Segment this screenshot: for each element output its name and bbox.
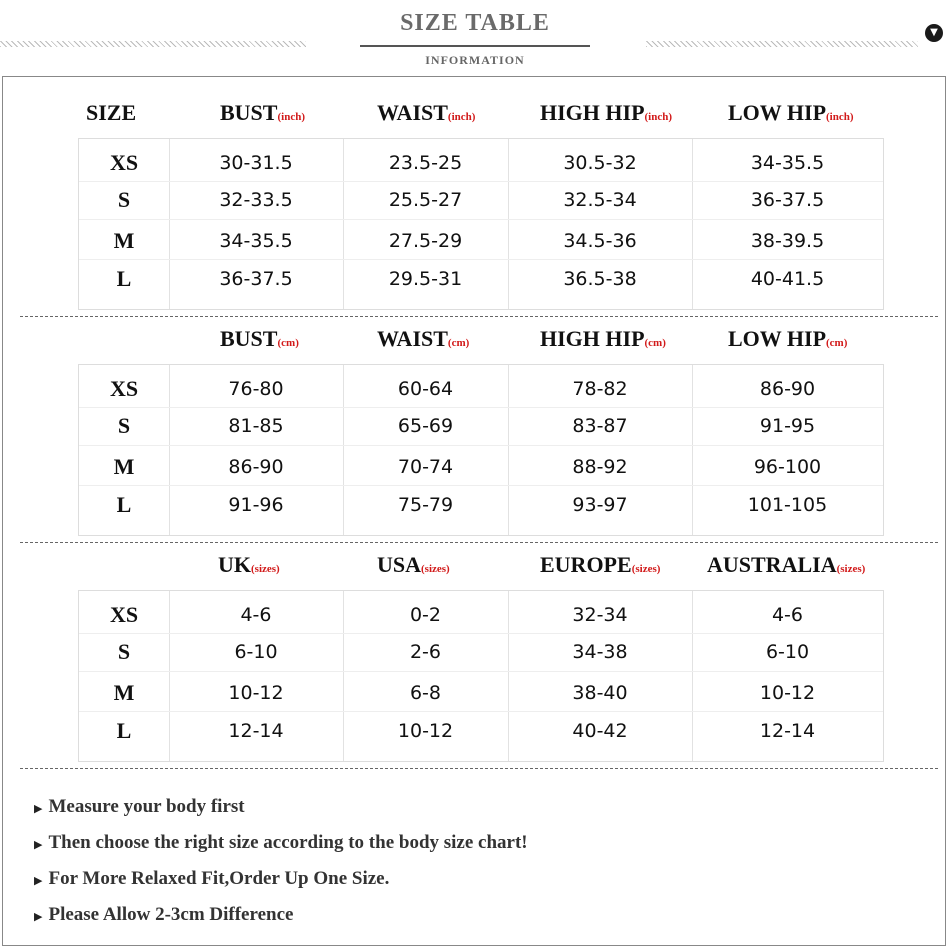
- intl-grid: [78, 590, 884, 762]
- title-underline: [360, 45, 590, 47]
- list-item: ▶ Measure your body first: [34, 796, 245, 817]
- table-row: M 86-90 70-74 88-92 96-100: [113, 454, 822, 479]
- list-item: ▶ For More Relaxed Fit,Order Up One Size.: [34, 868, 390, 889]
- section-divider: [20, 768, 938, 769]
- table-row: S 81-85 65-69 83-87 91-95: [117, 413, 816, 438]
- inch-grid: [78, 138, 884, 310]
- table-row: M 34-35.5 27.5-29 34.5-36 38-39.5: [113, 228, 825, 253]
- header-zigzag-right: [646, 41, 918, 47]
- header: [0, 0, 950, 76]
- column-header: LOW HIP(cm): [728, 326, 848, 351]
- column-header: WAIST(cm): [377, 326, 470, 351]
- triangle-bullet-icon: ▶: [34, 910, 43, 923]
- column-header: WAIST(inch): [377, 100, 476, 125]
- section-divider: [20, 542, 938, 543]
- triangle-bullet-icon: ▶: [34, 874, 43, 887]
- table-row: L 36-37.5 29.5-31 36.5-38 40-41.5: [116, 266, 825, 291]
- column-header: HIGH HIP(inch): [540, 100, 673, 125]
- triangle-bullet-icon: ▶: [34, 838, 43, 851]
- section-divider: [20, 316, 938, 317]
- list-item: ▶ Then choose the right size according to the body size chart!: [34, 832, 528, 853]
- list-item: ▶ Please Allow 2-3cm Difference: [34, 904, 294, 925]
- cm-grid: [78, 364, 884, 536]
- table-row: S 6-10 2-6 34-38 6-10: [117, 639, 810, 664]
- column-header: UK(sizes): [218, 552, 280, 577]
- table-row: L 91-96 75-79 93-97 101-105: [116, 492, 828, 517]
- column-header: LOW HIP(inch): [728, 100, 854, 125]
- column-header: USA(sizes): [377, 552, 450, 577]
- triangle-bullet-icon: ▶: [34, 802, 43, 815]
- size-column-header: SIZE: [86, 100, 137, 125]
- table-row: S 32-33.5 25.5-27 32.5-34 36-37.5: [117, 187, 825, 212]
- column-header: BUST(inch): [220, 100, 305, 125]
- table-row: L 12-14 10-12 40-42 12-14: [116, 718, 816, 743]
- down-arrow-icon[interactable]: ▼: [925, 24, 943, 42]
- table-row: XS 30-31.5 23.5-25 30.5-32 34-35.5: [109, 150, 825, 175]
- table-row: M 10-12 6-8 38-40 10-12: [113, 680, 816, 705]
- table-row: XS 76-80 60-64 78-82 86-90: [109, 376, 816, 401]
- page-subtitle: INFORMATION: [425, 53, 525, 67]
- column-header: HIGH HIP(cm): [540, 326, 666, 351]
- page-title: SIZE TABLE: [400, 10, 550, 36]
- table-row: XS 4-6 0-2 32-34 4-6: [109, 602, 804, 627]
- column-header: BUST(cm): [220, 326, 299, 351]
- column-header: EUROPE(sizes): [540, 552, 661, 577]
- column-header: AUSTRALIA(sizes): [707, 552, 866, 577]
- header-zigzag-left: [0, 41, 306, 47]
